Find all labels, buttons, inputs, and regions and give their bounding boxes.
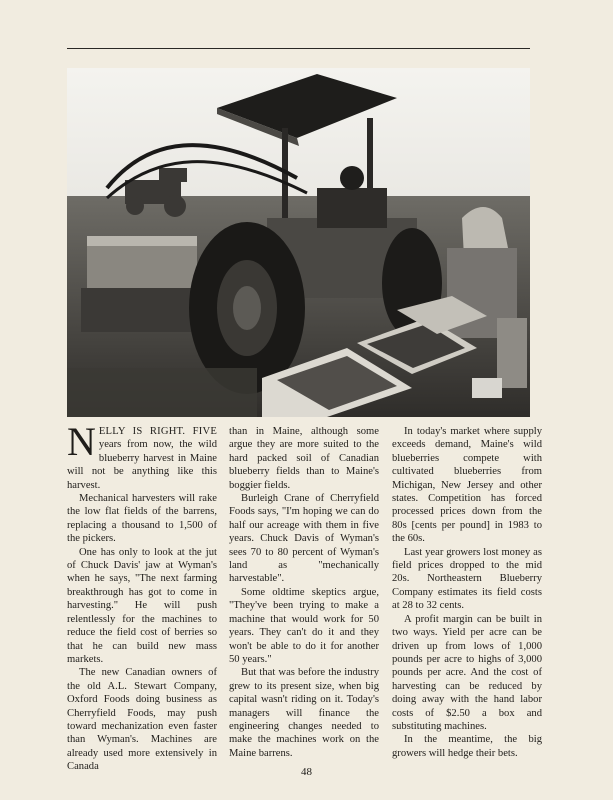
article-column-3 xyxy=(392,425,542,760)
photo-illustration xyxy=(67,68,530,417)
article-column-2 xyxy=(229,425,379,760)
paragraph: A profit margin can be built in two ways. Yield per acre can be driven up from lows of 1,000 pounds per acre to highs of 3,000 pounds per acre. And the cost of harvesting can be reduced by doing away with the hand labor costs of $2.50 a box and substituting machines. xyxy=(392,613,542,732)
paragraph: The new Canadian owners of the old A.L. Stewart Company, Oxford Foods doing business as Cherryfield Foods, may push toward mechanization even faster than Wyman's. Machines are already used more extensively in Canada xyxy=(67,667,217,773)
paragraph: In the meantime, the big growers will hedge their bets. xyxy=(392,734,542,759)
top-rule xyxy=(67,48,530,49)
paragraph: Some oldtime skeptics argue, "They've been trying to make a machine that would work for 50 years. They can't do it and they won't be able to do it for another 50 years." xyxy=(229,586,379,665)
paragraph: Mechanical harvesters will rake the low flat fields of the barrens, replacing a thousand to 1,500 of the pickers. xyxy=(67,493,217,545)
lead-paragraph xyxy=(67,419,217,492)
lead-caps: ELLY IS RIGHT. FIVE xyxy=(98,426,217,437)
paragraph: Last year growers lost money as field prices dropped to the mid 20s. Northeastern Blueberry Company estimates its field costs at 28 to 32 cents. xyxy=(392,546,542,612)
paragraph: One has only to look at the jut of Chuck Davis' jaw at Wyman's when he says, "The next farming breakthrough has got to come in harvesting." He will push relentlessly for the machines to reduce the field cost of berries so that he can build new mass markets. xyxy=(67,546,217,665)
paragraph: years from now, the wild blueberry harvest in Maine will not be anything like this harvest. xyxy=(67,439,217,491)
article-column-1 xyxy=(67,419,217,774)
farm-tractor-photo xyxy=(67,68,530,417)
paragraph: Burleigh Crane of Cherryfield Foods says, "I'm hoping we can do half our acreage with them in five years. Chuck Davis of Wyman's sees 70 to 80 percent of Wyman's land as "mechanically harvestable". xyxy=(229,493,379,585)
drop-cap: N xyxy=(67,419,96,464)
paragraph: But that was before the industry grew to its present size, when big capital wasn't riding on it. Today's managers will finance the engineering changes needed to make the machines work on the Maine barrens. xyxy=(229,667,379,759)
paragraph: than in Maine, although some argue they are more suited to the hard packed soil of Canadian blueberry fields than to Maine's boggier fields. xyxy=(229,426,379,491)
paragraph: In today's market where supply exceeds demand, Maine's wild blueberries compete with cultivated blueberries from Michigan, New Jersey and other states. Competition has forced processed prices down from the 80s [cents per pound] in 1983 to the 60s. xyxy=(392,426,542,545)
page-number: 48 xyxy=(301,766,312,778)
